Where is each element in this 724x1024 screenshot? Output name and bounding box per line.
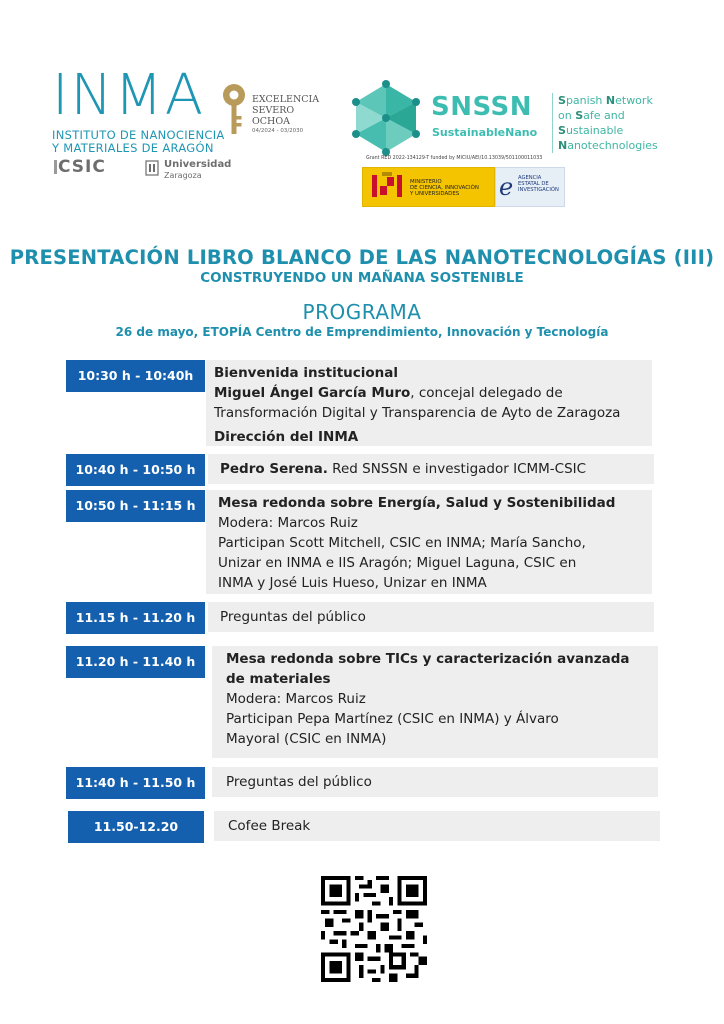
schedule-time-badge: 11.50-12.20	[68, 811, 204, 843]
schedule-description	[212, 646, 658, 758]
page-subtitle: CONSTRUYENDO UN MAÑANA SOSTENIBLE	[200, 270, 524, 286]
page-title: PRESENTACIÓN LIBRO BLANCO DE LAS NANOTECNOLOGÍAS (III)	[9, 246, 715, 269]
aei-logo-icon	[498, 171, 516, 201]
inma-logo-text: INMA	[52, 63, 206, 128]
schedule-line: Mesa redonda sobre Energía, Salud y Sostenibilidad	[218, 495, 616, 511]
schedule-line: Preguntas del público	[226, 774, 372, 790]
schedule-line: Modera: Marcos Ruiz	[218, 515, 358, 531]
snssn-logo-subtitle: SustainableNano	[432, 126, 538, 139]
schedule-line: Modera: Marcos Ruiz	[226, 691, 366, 707]
schedule-time-badge: 10:50 h - 11:15 h	[66, 490, 205, 522]
inma-logo-subtitle: INSTITUTO DE NANOCIENCIA Y MATERIALES DE ARAGÓN	[52, 128, 225, 155]
unizar-logo-city: Zaragoza	[164, 171, 202, 180]
event-date-location: 26 de mayo, ETOPÍA Centro de Emprendimiento, Innovación y Tecnología	[115, 325, 609, 339]
svg-text:e: e	[499, 173, 514, 201]
schedule-time-badge: 10:40 h - 10:50 h	[66, 454, 205, 486]
severo-ochoa-text: EXCELENCIA SEVERO OCHOA	[252, 94, 320, 127]
schedule-line: Bienvenida institucional	[214, 365, 399, 381]
schedule-line: Dirección del INMA	[214, 429, 359, 445]
schedule-description	[208, 602, 654, 632]
schedule-time-badge: 11.20 h - 11.40 h	[66, 646, 205, 678]
network-description: Spanish Network on Safe and Sustainable Nanotechnologies	[552, 93, 658, 153]
schedule-line: Cofee Break	[228, 818, 311, 834]
schedule-line: Transformación Digital y Transparencia de Ayto de Zaragoza	[214, 405, 621, 421]
schedule-description	[212, 767, 658, 797]
schedule-line: Miguel Ángel García Muro, concejal delegado de	[214, 385, 563, 401]
aei-text: AGENCIA ESTATAL DE INVESTIGACIÓN	[518, 175, 559, 193]
severo-ochoa-icon	[220, 82, 248, 136]
schedule-line: Preguntas del público	[220, 609, 366, 625]
severo-ochoa-dates: 04/2024 - 03/2030	[252, 128, 304, 134]
ministerio-text: MINISTERIO DE CIENCIA, INNOVACIÓN Y UNIVERSIDADES	[410, 179, 479, 197]
schedule-description	[208, 454, 654, 484]
grant-text: Grant RED 2022-134129-T funded by MICIU/AEI/10.13039/501100011033	[366, 156, 543, 161]
snssn-molecule-icon	[348, 80, 424, 156]
schedule-time-badge: 11.15 h - 11.20 h	[66, 602, 205, 634]
programa-heading: PROGRAMA	[302, 300, 422, 324]
schedule-description	[206, 490, 652, 594]
unizar-logo-name: Universidad	[164, 159, 232, 170]
schedule-line: INMA y José Luis Hueso, Unizar en INMA	[218, 575, 487, 591]
csic-logo: CSIC	[58, 157, 106, 177]
snssn-logo-title: SNSSN	[431, 92, 533, 122]
spain-coat-of-arms-icon	[370, 171, 404, 201]
unizar-shield-icon	[145, 159, 159, 177]
schedule-line: Unizar en INMA e IIS Aragón; Miguel Laguna, CSIC en	[218, 555, 577, 571]
schedule-line: Participan Scott Mitchell, CSIC en INMA; María Sancho,	[218, 535, 586, 551]
schedule-time-badge: 11:40 h - 11.50 h	[66, 767, 205, 799]
schedule-line: Mayoral (CSIC en INMA)	[226, 731, 387, 747]
csic-bar-icon	[54, 160, 58, 174]
schedule-line: Mesa redonda sobre TICs y caracterización avanzada	[226, 651, 630, 667]
qr-code-icon[interactable]	[321, 876, 427, 982]
schedule-description	[206, 360, 652, 446]
schedule-description	[214, 811, 660, 841]
schedule-line: de materiales	[226, 671, 331, 687]
schedule-line: Pedro Serena. Red SNSSN e investigador ICMM-CSIC	[220, 461, 587, 477]
schedule-line: Participan Pepa Martínez (CSIC en INMA) y Álvaro	[226, 711, 559, 727]
schedule-time-badge: 10:30 h - 10:40h	[66, 360, 205, 392]
